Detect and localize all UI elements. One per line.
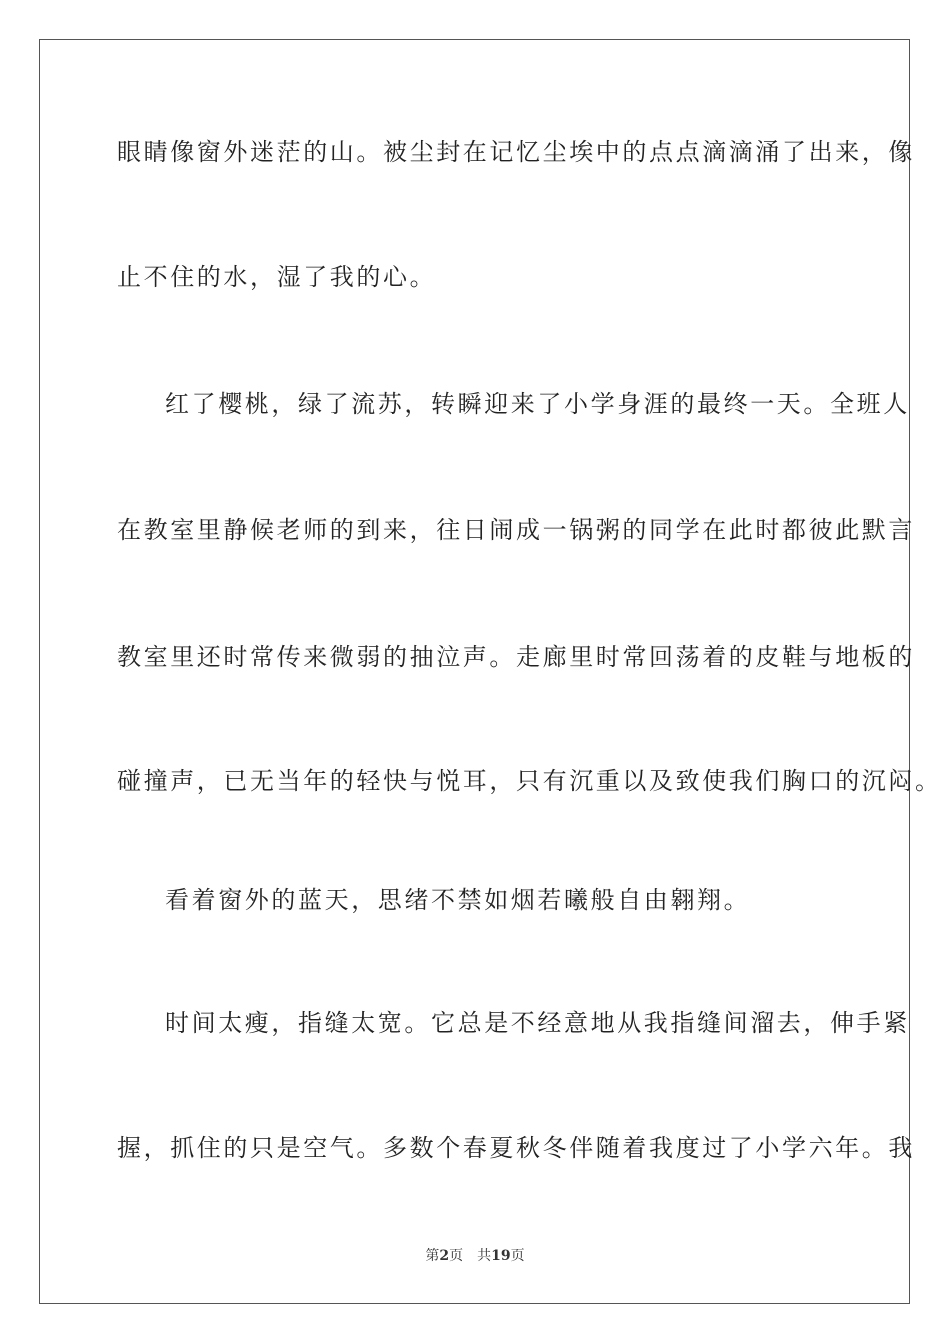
body-line-6: 碰撞声，已无当年的轻快与悦耳，只有沉重以及致使我们胸口的沉闷。 (117, 767, 942, 795)
body-line-9: 握，抓住的只是空气。多数个春夏秋冬伴随着我度过了小学六年。我 (117, 1134, 915, 1162)
footer-page-current: 2 (439, 1248, 450, 1264)
body-line-7: 看着窗外的蓝天，思绪不禁如烟若曦般自由翱翔。 (165, 886, 751, 914)
footer-page-suffix: 页 (449, 1248, 464, 1264)
footer-page-total: 19 (491, 1248, 511, 1264)
footer-page-prefix: 第 (425, 1248, 440, 1264)
body-line-2: 止不住的水，湿了我的心。 (117, 263, 437, 291)
body-line-1: 眼睛像窗外迷茫的山。被尘封在记忆尘埃中的点点滴滴涌了出来，像 (117, 138, 915, 166)
body-line-5: 教室里还时常传来微弱的抽泣声。走廊里时常回荡着的皮鞋与地板的 (117, 643, 915, 671)
footer-total-prefix: 共 (477, 1248, 492, 1264)
body-line-8: 时间太瘦，指缝太宽。它总是不经意地从我指缝间溜去，伸手紧 (165, 1009, 910, 1037)
body-line-4: 在教室里静候老师的到来，往日闹成一锅粥的同学在此时都彼此默言 (117, 516, 915, 544)
body-line-3: 红了樱桃，绿了流苏，转瞬迎来了小学身涯的最终一天。全班人 (165, 390, 910, 418)
footer-total-suffix: 页 (510, 1248, 525, 1264)
page-footer (0, 1247, 950, 1265)
